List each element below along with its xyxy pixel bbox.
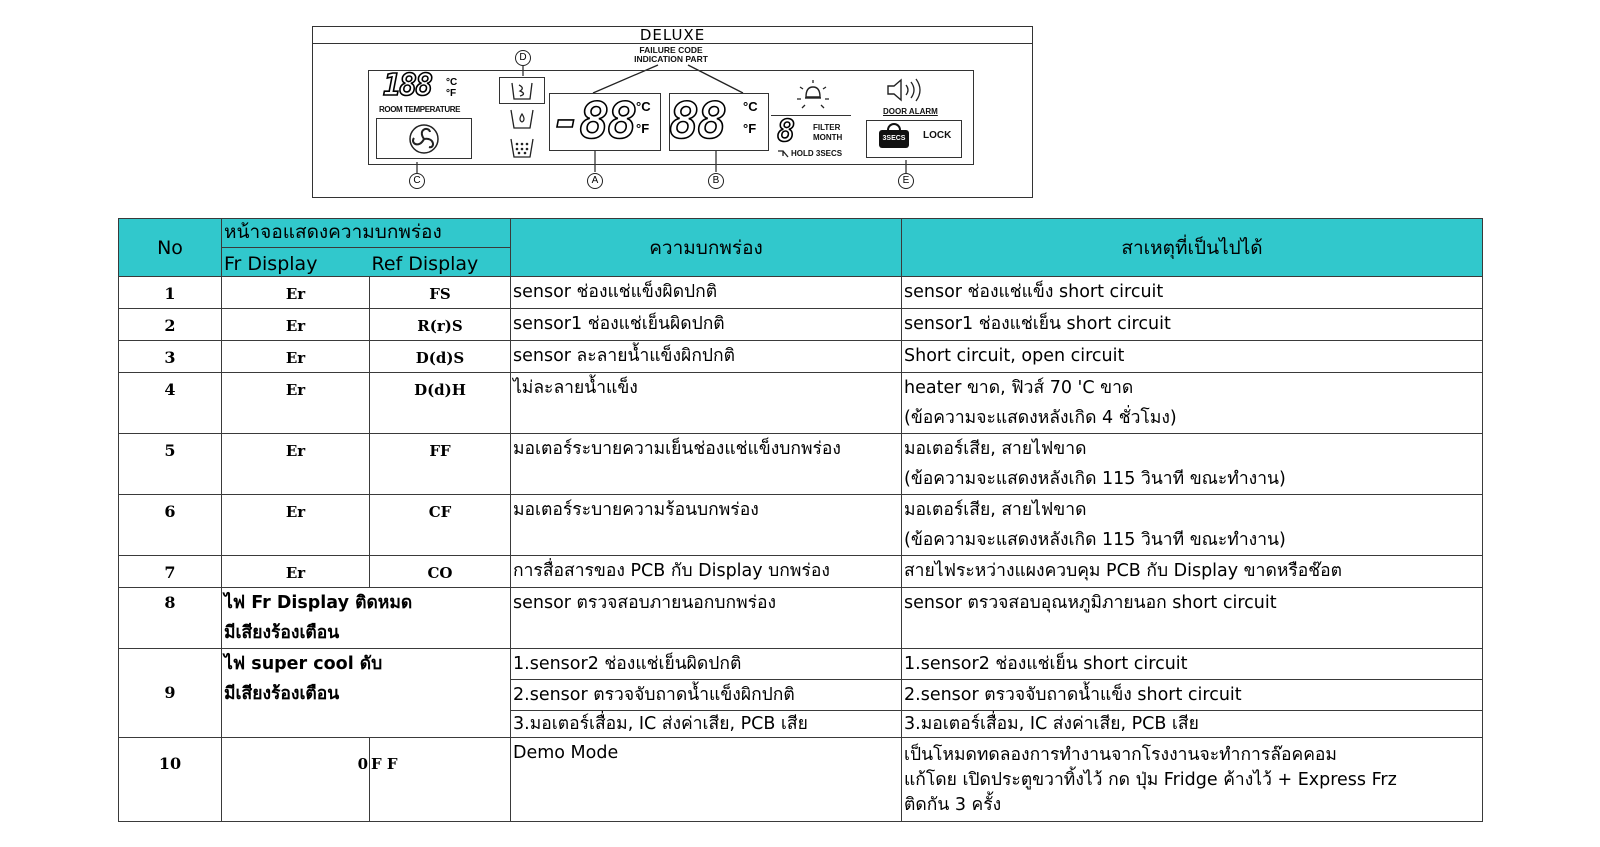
room-temp-unit-f: °F [446,88,457,99]
row-fault: 2.sensor ตรวจจับถาดน้ำแข็งผิกปกติ [511,680,902,711]
control-panel-diagram [312,26,1033,198]
failure-code-label: FAILURE CODE INDICATION PART [634,45,708,64]
row-fr-display: Er [222,277,370,309]
table-row [119,556,1483,588]
row-cause-line: sensor1 ช่องแช่เย็น short circuit [904,314,1171,334]
table-row [119,373,1483,434]
row-cause-line: heater ขาด, ฟิวส์ 70 'C ขาด [904,378,1134,398]
row-cause-line: มอเตอร์เสีย, สายไฟขาด [904,500,1087,520]
row-fr-display: Er [222,556,370,588]
table-row [119,309,1483,341]
freezer-unit-f: °F [636,121,650,136]
row-cause-line: Short circuit, open circuit [904,346,1125,366]
row-cause [902,309,1483,341]
marker-e: E [898,173,914,189]
row-ref-display: FS [370,277,511,309]
row-cause: 1.sensor2 ช่องแช่เย็น short circuit [902,649,1483,680]
header-fault: ความบกพร่อง [511,219,902,277]
panel-title: DELUXE [313,27,1032,44]
row-cause-line: (ข้อความจะแสดงหลังเกิด 115 วินาที ขณะทำงาน) [904,530,1286,550]
row-cause [902,495,1483,556]
row-no: 1 [119,277,222,309]
row-fr-display: Er [222,373,370,434]
row-no: 7 [119,556,222,588]
fridge-unit-c: °C [743,99,758,114]
filter-digit: 8 [777,114,794,149]
row-display-status: ไฟ Fr Display ติดหมด มีเสียงร้องเตือน [222,588,511,649]
row-ref-display: D(d)H [370,373,511,434]
table-row [119,649,1483,680]
row-cause [902,556,1483,588]
fault-code-table [118,218,1483,822]
lock-button-box[interactable] [866,120,962,158]
row-fault: sensor ละลายน้ำแข็งผิกปกติ [511,341,902,373]
lock-shackle-icon [887,123,901,133]
row-fault: 3.มอเตอร์เสื่อม, IC ส่งค่าเสีย, PCB เสีย [511,711,902,738]
row-no: 10 [119,738,222,822]
water-icon [501,106,543,132]
row-fault: Demo Mode [511,738,902,822]
row-no: 4 [119,373,222,434]
row-cause: 3.มอเตอร์เสื่อม, IC ส่งค่าเสีย, PCB เสีย [902,711,1483,738]
header-no: No [119,219,222,277]
row-fr-display: Er [222,309,370,341]
row-fr-display: Er [222,341,370,373]
marker-a: A [587,173,603,189]
lock-label: LOCK [923,130,952,141]
row-ref-display: R(r)S [370,309,511,341]
room-temp-digits: 188 [383,68,432,103]
row-fault: sensor ตรวจสอบภายนอกบกพร่อง [511,588,902,649]
fridge-digits: 88 [669,92,726,150]
row-fr-display: 0 [222,738,370,822]
table-row [119,495,1483,556]
filter-reset-icon [776,148,790,160]
row-cause-line: (ข้อความจะแสดงหลังเกิด 115 วินาที ขณะทำงาน) [904,469,1286,489]
ice-cube-icon [501,133,543,161]
table-row [119,588,1483,649]
header-fr-display: Fr Display [222,248,370,277]
row-cause: sensor ตรวจสอบอุณหภูมิภายนอก short circuit [902,588,1483,649]
door-alarm-label: DOOR ALARM [883,107,938,116]
row-no: 3 [119,341,222,373]
fan-icon [377,119,471,158]
row-fault: sensor ช่องแช่แข็งผิดปกติ [511,277,902,309]
row-fault: 1.sensor2 ช่องแช่เย็นผิดปกติ [511,649,902,680]
row-cause: 2.sensor ตรวจจับถาดน้ำแข็ง short circuit [902,680,1483,711]
row-fault: การสื่อสารของ PCB กับ Display บกพร่อง [511,556,902,588]
table-row [119,341,1483,373]
room-temp-unit-c: °C [446,77,458,88]
table-row [119,434,1483,495]
speaker-icon [885,77,929,103]
row-ref-display: D(d)S [370,341,511,373]
header-display-group: หน้าจอแสดงความบกพร่อง [222,219,511,248]
marker-d: D [515,50,531,66]
row-cause-line: สายไฟระหว่างแผงควบคุม PCB กับ Display ขาดหรือช๊อต [904,561,1343,581]
row-fault: มอเตอร์ระบายความเย็นช่องแช่แข็งบกพร่อง [511,434,902,495]
freezer-unit-c: °C [636,99,651,114]
table-row [119,738,1483,822]
marker-b: B [708,173,724,189]
row-ref-display: F F [370,738,511,822]
row-fr-display: Er [222,434,370,495]
row-cause [902,434,1483,495]
row-display-status: ไฟ super cool ดับ มีเสียงร้องเตือน [222,649,511,738]
freezer-digits: -88 [551,92,636,150]
row-cause-line: (ข้อความจะแสดงหลังเกิด 4 ชั่วโมง) [904,408,1177,428]
row-no: 9 [119,649,222,738]
light-icon [793,79,833,111]
row-cause: เป็นโหมดทดลองการทำงานจากโรงงานจะทำการล๊อคคอม แก้โดย เปิดประตูขวาทิ้งไว้ กด ปุ่ม Fridge ค้างไว้ + Express Frz ติดกัน 3 ครั้ง [902,738,1483,822]
table-row [119,277,1483,309]
ice-crush-icon [499,77,545,104]
filter-label: FILTER MONTH [813,123,843,142]
row-no: 5 [119,434,222,495]
row-fault: ไม่ละลายน้ำแข็ง [511,373,902,434]
header-ref-display: Ref Display [370,248,511,277]
hold-3secs-label: HOLD 3SECS [791,149,843,158]
row-ref-display: FF [370,434,511,495]
row-ref-display: CF [370,495,511,556]
row-no: 2 [119,309,222,341]
room-temperature-label: ROOM TEMPERATURE [379,105,461,114]
row-fault: sensor1 ช่องแช่เย็นผิดปกติ [511,309,902,341]
row-cause-line: sensor ช่องแช่แข็ง short circuit [904,282,1164,302]
fridge-unit-f: °F [743,121,757,136]
row-cause [902,373,1483,434]
row-ref-display: CO [370,556,511,588]
row-cause [902,277,1483,309]
row-cause-line: มอเตอร์เสีย, สายไฟขาด [904,439,1087,459]
row-no: 8 [119,588,222,649]
fan-button-box[interactable] [376,118,472,159]
row-fr-display: Er [222,495,370,556]
header-cause: สาเหตุที่เป็นไปได้ [902,219,1483,277]
row-cause [902,341,1483,373]
row-fault: มอเตอร์ระบายความร้อนบกพร่อง [511,495,902,556]
lock-3secs-text: 3SECS [882,135,906,142]
row-no: 6 [119,495,222,556]
marker-c: C [409,173,425,189]
